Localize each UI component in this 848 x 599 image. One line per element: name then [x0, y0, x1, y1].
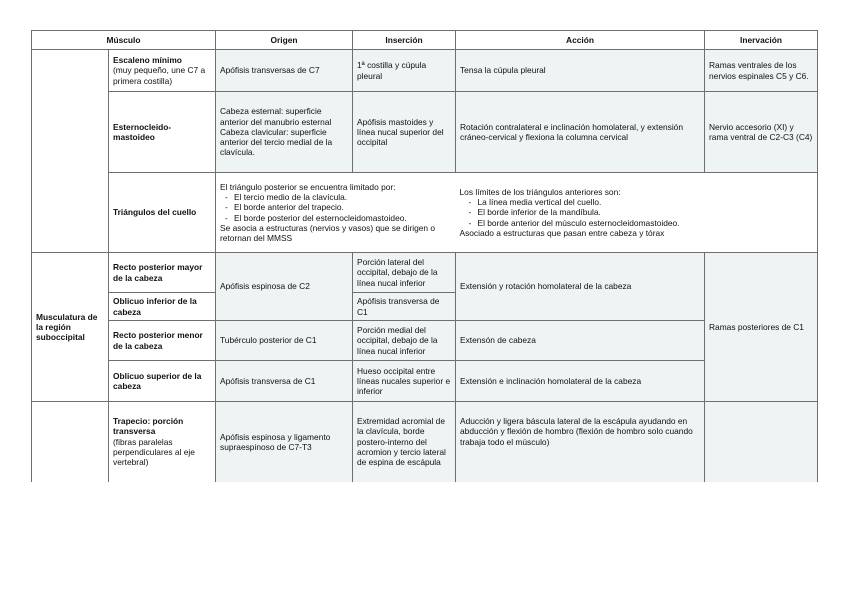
group-cell-shoulder [32, 402, 109, 482]
header-musculo: Músculo [32, 31, 216, 50]
header-row [32, 31, 818, 50]
insercion-cell: 1ª costilla y cúpula pleural [353, 50, 456, 92]
anterior-list [460, 197, 814, 228]
insercion-cell: Apófisis mastoides y línea nucal superior del occipital [353, 92, 456, 173]
muscle-name-cell [109, 402, 216, 482]
list-item: - La línea media vertical del cuello. [474, 197, 814, 207]
header-insercion: Inserción [353, 31, 456, 50]
inervacion-cell: Nervio accesorio (XI) y rama ventral de C2-C3 (C4) [705, 92, 818, 173]
muscle-description: (fibras paralelas perpendiculares al eje vertebral) [113, 436, 195, 468]
muscle-name-cell [109, 92, 216, 173]
header-accion: Acción [456, 31, 705, 50]
header-origen: Origen [216, 31, 353, 50]
origen-cell: Apófisis espinosa de C2 [216, 253, 353, 321]
accion-cell: Aducción y ligera báscula lateral de la escápula ayudando en abducción y flexión de hombro (flexión de hombro solo cuando trabaja todo el músculo) [456, 402, 705, 482]
muscle-description: (muy pequeño, une C7 a primera costilla) [113, 65, 206, 86]
anterior-triangle-cell [456, 173, 818, 253]
posterior-triangle-cell [216, 173, 456, 253]
inervacion-cell [705, 402, 818, 482]
insercion-cell: Extremidad acromial de la clavícula, borde postero-interno del acromion y tercio lateral de espina de escápula [353, 402, 456, 482]
muscle-name-cell [109, 321, 216, 361]
muscle-name-cell [109, 361, 216, 402]
insercion-cell: Hueso occipital entre líneas nucales superior e inferior [353, 361, 456, 402]
posterior-list [220, 192, 452, 223]
group-cell-neck [32, 50, 109, 253]
row-esternocleidomastoideo [32, 92, 818, 173]
muscle-name-cell [109, 50, 216, 92]
anterior-outro: Asociado a estructuras que pasan entre cabeza y tórax [459, 227, 665, 238]
inervacion-cell: Ramas ventrales de los nervios espinales C5 y C6. [705, 50, 818, 92]
insercion-cell: Porción lateral del occipital, debajo de la línea nucal inferior [353, 253, 456, 293]
row-oblicuo-superior [32, 361, 818, 402]
muscle-name-cell [109, 253, 216, 293]
origen-cell: Apófisis transversa de C1 [216, 361, 353, 402]
origen-cell: Tubérculo posterior de C1 [216, 321, 353, 361]
row-triangulos [32, 173, 818, 253]
insercion-cell: Apófisis transversa de C1 [353, 293, 456, 321]
row-escaleno [32, 50, 818, 92]
posterior-outro: Se asocia a estructuras (nervios y vasos) que se dirigen o retornan del MMSS [220, 222, 436, 243]
accion-cell: Tensa la cúpula pleural [456, 50, 705, 92]
row-recto-mayor [32, 253, 818, 293]
muscle-name: Escaleno mínimo [113, 55, 182, 66]
list-item: - El borde anterior del músculo esternocleidomastoideo. [474, 218, 814, 228]
accion-cell: Rotación contralateral e inclinación homolateral, y extensión cráneo-cervical y flexiona la columna cervical [456, 92, 705, 173]
muscle-name: Recto posterior mayor de la cabeza [113, 262, 203, 283]
header-inervacion: Inervación [705, 31, 818, 50]
muscle-name-cell [109, 173, 216, 253]
origen-line: Cabeza clavicular: superficie anterior del tercio medial de la clavícula. [220, 126, 333, 158]
accion-cell: Extensón de cabeza [456, 321, 705, 361]
list-item: - El tercio medio de la clavícula. [230, 192, 452, 202]
muscle-name: Esternocleido-mastoideo [113, 121, 172, 142]
list-item: - El borde anterior del trapecio. [230, 202, 452, 212]
origen-cell [216, 92, 353, 173]
anterior-intro: Los límites de los triángulos anteriores son: [459, 186, 621, 197]
list-item: - El borde inferior de la mandíbula. [474, 207, 814, 217]
list-item: - El borde posterior del esternocleidomastoideo. [230, 213, 452, 223]
muscle-name: Trapecio: porción transversa [113, 416, 184, 437]
group-cell-suboccipital: Musculatura de la región suboccipital [32, 253, 109, 402]
insercion-cell: Porción medial del occipital, debajo de la línea nucal inferior [353, 321, 456, 361]
muscle-name-cell [109, 293, 216, 321]
origen-line: Cabeza esternal: superficie anterior del manubrio esternal [220, 106, 332, 127]
muscle-name: Oblicuo superior de la cabeza [113, 370, 202, 391]
origen-cell: Apófisis transversas de C7 [216, 50, 353, 92]
muscle-table [31, 30, 818, 482]
muscle-name: Oblicuo inferior de la cabeza [113, 296, 197, 317]
row-recto-menor [32, 321, 818, 361]
inervacion-cell: Ramas posteriores de C1 [705, 253, 818, 402]
muscle-name: Recto posterior menor de la cabeza [113, 330, 203, 351]
posterior-intro: El triángulo posterior se encuentra limitado por: [220, 181, 396, 192]
row-trapecio [32, 402, 818, 482]
muscle-name: Triángulos del cuello [113, 207, 197, 218]
origen-cell: Apófisis espinosa y ligamento supraespinoso de C7-T3 [216, 402, 353, 482]
accion-cell: Extensión e inclinación homolateral de la cabeza [456, 361, 705, 402]
accion-cell: Extensión y rotación homolateral de la cabeza [456, 253, 705, 321]
